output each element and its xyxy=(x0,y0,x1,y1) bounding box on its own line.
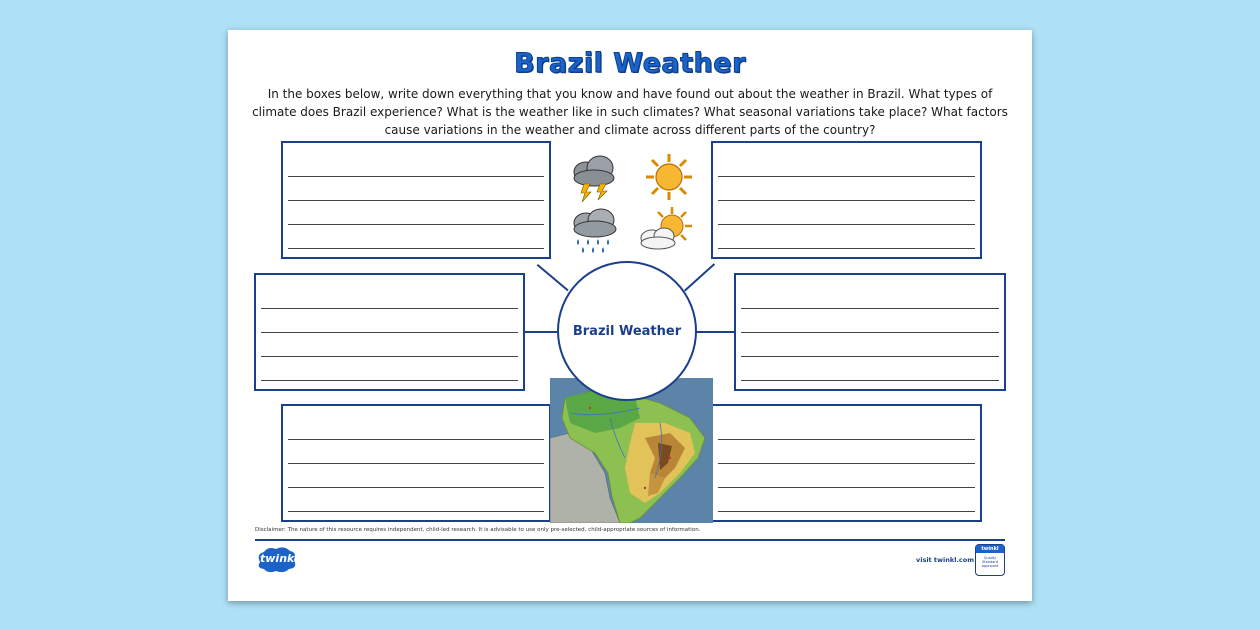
worksheet-page xyxy=(228,30,1032,601)
sun-icon xyxy=(644,152,694,202)
connector-line xyxy=(524,331,559,333)
writing-line xyxy=(718,225,975,249)
central-topic-label: Brazil Weather xyxy=(572,323,682,339)
writing-line xyxy=(718,201,975,225)
connector-line xyxy=(537,264,569,291)
badge-label: twinkl xyxy=(976,545,1004,553)
writing-line xyxy=(288,177,544,201)
page-title: Brazil Weather xyxy=(514,48,746,79)
writing-line xyxy=(718,177,975,201)
writing-line xyxy=(288,488,544,512)
writing-line xyxy=(288,225,544,249)
writing-line xyxy=(741,333,999,357)
writing-line xyxy=(741,309,999,333)
rain-cloud-icon xyxy=(568,205,622,257)
writing-line xyxy=(718,440,975,464)
writing-line xyxy=(288,153,544,177)
disclaimer-text: Disclaimer: The nature of this resource requires independent, child-led research. It is advisable to use only pre-selected, child-appropriate sources of information. xyxy=(255,527,701,533)
writing-line xyxy=(718,464,975,488)
writing-line xyxy=(741,357,999,381)
writing-line xyxy=(288,416,544,440)
writing-line xyxy=(261,309,518,333)
writing-line xyxy=(718,488,975,512)
writing-box-top-right[interactable] xyxy=(711,141,982,259)
writing-box-middle-left[interactable] xyxy=(254,273,525,391)
badge-subtitle: Quality Standard Approved xyxy=(981,556,999,568)
instructions-text: In the boxes below, write down everything that you know and have found out about the weather in Brazil. What types of climate does Brazil experience? What is the weather like in such climates? What seasonal variations take place? What factors cause variations in the weather and climate across different parts of the country? xyxy=(252,87,1008,137)
writing-line xyxy=(288,464,544,488)
visit-link[interactable]: visit twinkl.com xyxy=(916,556,975,564)
writing-line xyxy=(741,285,999,309)
footer-divider xyxy=(255,539,1005,541)
writing-line xyxy=(261,333,518,357)
writing-line xyxy=(718,416,975,440)
writing-line xyxy=(261,285,518,309)
writing-line xyxy=(288,440,544,464)
connector-line xyxy=(696,331,734,333)
central-topic-circle xyxy=(557,261,697,401)
writing-box-bottom-left[interactable] xyxy=(281,404,551,522)
writing-box-top-left[interactable] xyxy=(281,141,551,259)
quality-badge xyxy=(975,544,1005,576)
connector-line xyxy=(684,263,715,291)
sun-behind-cloud-icon xyxy=(636,206,694,254)
writing-box-middle-right[interactable] xyxy=(734,273,1006,391)
storm-cloud-icon xyxy=(568,150,620,202)
writing-line xyxy=(288,201,544,225)
writing-box-bottom-right[interactable] xyxy=(711,404,982,522)
writing-line xyxy=(718,153,975,177)
brand-name: twinkl xyxy=(260,552,299,565)
writing-line xyxy=(261,357,518,381)
